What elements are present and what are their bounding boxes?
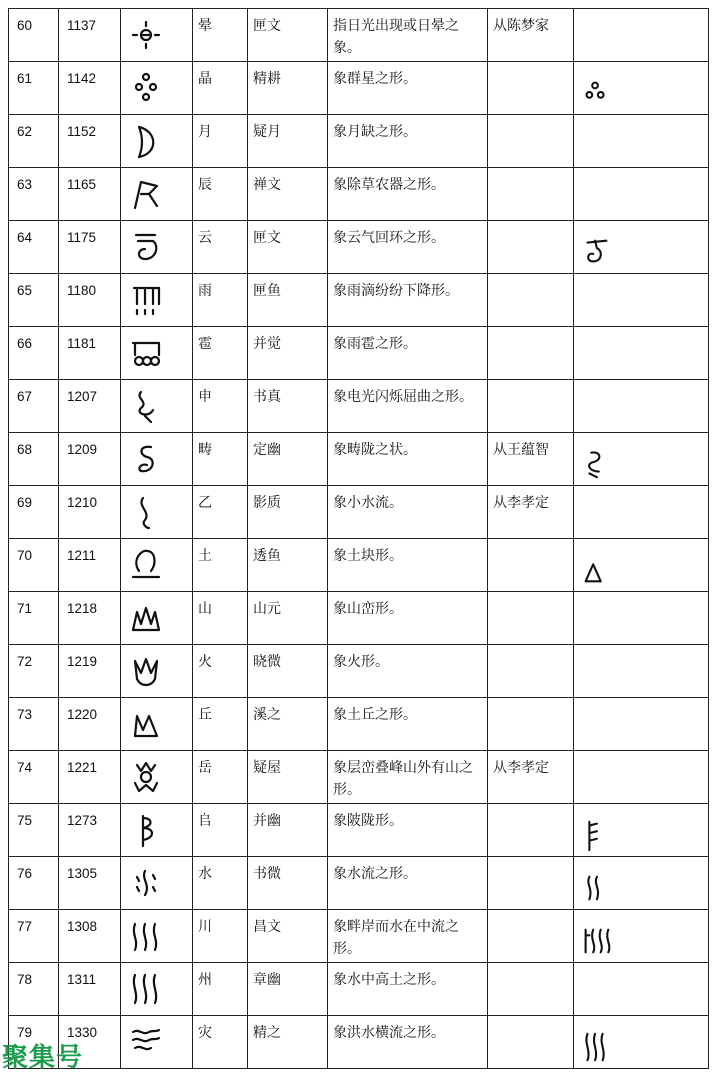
row-number: 62 bbox=[9, 115, 59, 168]
source-reference: 精之 bbox=[248, 1016, 328, 1069]
source-reference: 疑屋 bbox=[248, 751, 328, 804]
variant-glyph-cell bbox=[574, 62, 709, 115]
source-reference: 并觉 bbox=[248, 327, 328, 380]
spiral-alt-icon bbox=[580, 447, 612, 481]
oracle-glyph-cell bbox=[121, 380, 193, 433]
glyph-description: 象水中高土之形。 bbox=[328, 963, 488, 1016]
row-number: 66 bbox=[9, 327, 59, 380]
plow-icon bbox=[131, 176, 161, 212]
sun-halo-icon bbox=[131, 17, 161, 53]
attribution-note bbox=[488, 963, 574, 1016]
variant-glyph-cell bbox=[574, 804, 709, 857]
table-row bbox=[9, 380, 709, 433]
mountain-icon bbox=[131, 600, 161, 636]
table-row bbox=[9, 1016, 709, 1069]
oracle-glyph-cell bbox=[121, 486, 193, 539]
attribution-note bbox=[488, 804, 574, 857]
variant-glyph-cell bbox=[574, 380, 709, 433]
oracle-glyph-cell bbox=[121, 115, 193, 168]
variant-glyph-cell bbox=[574, 1016, 709, 1069]
glyph-description: 象层峦叠峰山外有山之形。 bbox=[328, 751, 488, 804]
glyph-description: 象火形。 bbox=[328, 645, 488, 698]
attribution-note: 从李孝定 bbox=[488, 486, 574, 539]
glyph-description: 指日光出现或日晕之象。 bbox=[328, 9, 488, 62]
source-reference: 疑月 bbox=[248, 115, 328, 168]
oracle-glyph-cell bbox=[121, 963, 193, 1016]
variant-glyph-cell bbox=[574, 592, 709, 645]
table-row bbox=[9, 221, 709, 274]
table-row bbox=[9, 62, 709, 115]
rain-icon bbox=[131, 282, 161, 318]
row-number: 68 bbox=[9, 433, 59, 486]
stars-small-icon bbox=[580, 76, 612, 110]
oracle-glyph-cell bbox=[121, 221, 193, 274]
flood-icon bbox=[131, 1024, 161, 1060]
modern-character: 山 bbox=[193, 592, 248, 645]
table-row bbox=[9, 592, 709, 645]
flood-alt-icon bbox=[580, 1030, 612, 1064]
table-row bbox=[9, 645, 709, 698]
lightning-icon bbox=[131, 388, 161, 424]
variant-glyph-cell bbox=[574, 327, 709, 380]
glyph-description: 象土块形。 bbox=[328, 539, 488, 592]
glyph-description: 象电光闪烁屈曲之形。 bbox=[328, 380, 488, 433]
source-reference: 晓微 bbox=[248, 645, 328, 698]
variant-glyph-cell bbox=[574, 645, 709, 698]
attribution-note: 从王蕴智 bbox=[488, 433, 574, 486]
attribution-note bbox=[488, 857, 574, 910]
modern-character: 雹 bbox=[193, 327, 248, 380]
fire-icon bbox=[131, 653, 161, 689]
glyph-description: 象雨雹之形。 bbox=[328, 327, 488, 380]
row-number: 65 bbox=[9, 274, 59, 327]
variant-glyph-cell bbox=[574, 9, 709, 62]
source-reference: 山元 bbox=[248, 592, 328, 645]
row-number: 75 bbox=[9, 804, 59, 857]
variant-glyph-cell bbox=[574, 115, 709, 168]
attribution-note bbox=[488, 1016, 574, 1069]
glyph-code: 1142 bbox=[59, 62, 121, 115]
modern-character: 晶 bbox=[193, 62, 248, 115]
glyph-description: 象除草农器之形。 bbox=[328, 168, 488, 221]
modern-character: 丘 bbox=[193, 698, 248, 751]
water-alt-icon bbox=[580, 871, 612, 905]
table-row bbox=[9, 698, 709, 751]
attribution-note: 从李孝定 bbox=[488, 751, 574, 804]
source-reference: 书微 bbox=[248, 857, 328, 910]
variant-glyph-cell bbox=[574, 751, 709, 804]
attribution-note bbox=[488, 274, 574, 327]
hail-icon bbox=[131, 335, 161, 371]
glyph-code: 1175 bbox=[59, 221, 121, 274]
glyph-code: 1165 bbox=[59, 168, 121, 221]
table-row bbox=[9, 751, 709, 804]
glyph-code: 1330 bbox=[59, 1016, 121, 1069]
glyph-code: 1210 bbox=[59, 486, 121, 539]
triangle-icon bbox=[580, 553, 612, 587]
modern-character: 土 bbox=[193, 539, 248, 592]
table-row bbox=[9, 168, 709, 221]
row-number: 70 bbox=[9, 539, 59, 592]
glyph-code: 1218 bbox=[59, 592, 121, 645]
row-number: 72 bbox=[9, 645, 59, 698]
watermark-logo: 聚集号 bbox=[2, 1043, 84, 1073]
variant-glyph-cell bbox=[574, 857, 709, 910]
oracle-glyph-cell bbox=[121, 645, 193, 698]
glyph-code: 1308 bbox=[59, 910, 121, 963]
source-reference: 精耕 bbox=[248, 62, 328, 115]
variant-glyph-cell bbox=[574, 433, 709, 486]
source-reference: 匣文 bbox=[248, 9, 328, 62]
attribution-note bbox=[488, 380, 574, 433]
attribution-note bbox=[488, 327, 574, 380]
variant-glyph-cell bbox=[574, 698, 709, 751]
source-reference: 书真 bbox=[248, 380, 328, 433]
variant-glyph-cell bbox=[574, 963, 709, 1016]
glyph-description: 象土丘之形。 bbox=[328, 698, 488, 751]
modern-character: 晕 bbox=[193, 9, 248, 62]
table-row bbox=[9, 910, 709, 963]
glyph-description: 象云气回环之形。 bbox=[328, 221, 488, 274]
glyph-description: 象畔岸而水在中流之形。 bbox=[328, 910, 488, 963]
glyph-code: 1221 bbox=[59, 751, 121, 804]
modern-character: 𠂤 bbox=[193, 804, 248, 857]
glyph-code: 1180 bbox=[59, 274, 121, 327]
hill-icon bbox=[131, 706, 161, 742]
attribution-note bbox=[488, 221, 574, 274]
islet-icon bbox=[131, 971, 161, 1007]
source-reference: 禅文 bbox=[248, 168, 328, 221]
glyph-code: 1137 bbox=[59, 9, 121, 62]
table-row bbox=[9, 539, 709, 592]
source-reference: 透鱼 bbox=[248, 539, 328, 592]
modern-character: 月 bbox=[193, 115, 248, 168]
glyph-code: 1311 bbox=[59, 963, 121, 1016]
glyph-code: 1152 bbox=[59, 115, 121, 168]
mound-alt-icon bbox=[580, 818, 612, 852]
glyph-description: 象月缺之形。 bbox=[328, 115, 488, 168]
modern-character: 岳 bbox=[193, 751, 248, 804]
oracle-glyph-cell bbox=[121, 592, 193, 645]
cloud-icon bbox=[131, 229, 161, 265]
oracle-glyph-cell bbox=[121, 751, 193, 804]
river-icon bbox=[131, 918, 161, 954]
oracle-glyph-cell bbox=[121, 804, 193, 857]
source-reference: 匣文 bbox=[248, 221, 328, 274]
source-reference: 定幽 bbox=[248, 433, 328, 486]
attribution-note bbox=[488, 698, 574, 751]
glyph-description: 象陂陇形。 bbox=[328, 804, 488, 857]
table-row bbox=[9, 327, 709, 380]
row-number: 78 bbox=[9, 963, 59, 1016]
modern-character: 云 bbox=[193, 221, 248, 274]
table-row bbox=[9, 804, 709, 857]
table-row bbox=[9, 433, 709, 486]
source-reference: 溪之 bbox=[248, 698, 328, 751]
glyph-description: 象小水流。 bbox=[328, 486, 488, 539]
row-number: 79 bbox=[9, 1016, 59, 1069]
water-icon bbox=[131, 865, 161, 901]
stream-icon bbox=[131, 494, 161, 530]
modern-character: 雨 bbox=[193, 274, 248, 327]
oracle-glyph-cell bbox=[121, 1016, 193, 1069]
row-number: 69 bbox=[9, 486, 59, 539]
oracle-glyph-cell bbox=[121, 433, 193, 486]
row-number: 74 bbox=[9, 751, 59, 804]
attribution-note bbox=[488, 62, 574, 115]
glyph-code: 1207 bbox=[59, 380, 121, 433]
row-number: 76 bbox=[9, 857, 59, 910]
table-row bbox=[9, 486, 709, 539]
modern-character: 州 bbox=[193, 963, 248, 1016]
modern-character: 川 bbox=[193, 910, 248, 963]
modern-character: 灾 bbox=[193, 1016, 248, 1069]
modern-character: 申 bbox=[193, 380, 248, 433]
table-row bbox=[9, 9, 709, 62]
glyph-description: 象雨滴纷纷下降形。 bbox=[328, 274, 488, 327]
attribution-note bbox=[488, 910, 574, 963]
table-row bbox=[9, 115, 709, 168]
table-row bbox=[9, 857, 709, 910]
glyph-description: 象畴陇之状。 bbox=[328, 433, 488, 486]
oracle-glyph-cell bbox=[121, 857, 193, 910]
variant-glyph-cell bbox=[574, 221, 709, 274]
row-number: 71 bbox=[9, 592, 59, 645]
variant-glyph-cell bbox=[574, 486, 709, 539]
source-reference: 章幽 bbox=[248, 963, 328, 1016]
earth-icon bbox=[131, 547, 161, 583]
oracle-glyph-cell bbox=[121, 698, 193, 751]
glyph-code: 1181 bbox=[59, 327, 121, 380]
modern-character: 水 bbox=[193, 857, 248, 910]
row-number: 61 bbox=[9, 62, 59, 115]
stars-icon bbox=[131, 70, 161, 106]
row-number: 67 bbox=[9, 380, 59, 433]
glyph-code: 1209 bbox=[59, 433, 121, 486]
table-row bbox=[9, 963, 709, 1016]
oracle-glyph-cell bbox=[121, 539, 193, 592]
glyph-code: 1211 bbox=[59, 539, 121, 592]
modern-character: 乙 bbox=[193, 486, 248, 539]
variant-glyph-cell bbox=[574, 539, 709, 592]
attribution-note bbox=[488, 168, 574, 221]
cloud-alt-icon bbox=[580, 235, 612, 269]
attribution-note bbox=[488, 115, 574, 168]
modern-character: 火 bbox=[193, 645, 248, 698]
oracle-glyph-cell bbox=[121, 168, 193, 221]
glyph-code: 1273 bbox=[59, 804, 121, 857]
modern-character: 畴 bbox=[193, 433, 248, 486]
variant-glyph-cell bbox=[574, 910, 709, 963]
modern-character: 辰 bbox=[193, 168, 248, 221]
variant-glyph-cell bbox=[574, 274, 709, 327]
table-row bbox=[9, 274, 709, 327]
source-reference: 并幽 bbox=[248, 804, 328, 857]
oracle-glyph-table bbox=[8, 8, 709, 1069]
row-number: 60 bbox=[9, 9, 59, 62]
row-number: 73 bbox=[9, 698, 59, 751]
moon-icon bbox=[131, 123, 161, 159]
attribution-note bbox=[488, 645, 574, 698]
glyph-description: 象群星之形。 bbox=[328, 62, 488, 115]
oracle-glyph-cell bbox=[121, 910, 193, 963]
glyph-code: 1219 bbox=[59, 645, 121, 698]
row-number: 77 bbox=[9, 910, 59, 963]
oracle-glyph-cell bbox=[121, 327, 193, 380]
row-number: 63 bbox=[9, 168, 59, 221]
attribution-note: 从陈梦家 bbox=[488, 9, 574, 62]
oracle-glyph-cell bbox=[121, 274, 193, 327]
attribution-note bbox=[488, 592, 574, 645]
peak-icon bbox=[131, 759, 161, 795]
oracle-glyph-cell bbox=[121, 9, 193, 62]
oracle-glyph-cell bbox=[121, 62, 193, 115]
river-alt-icon bbox=[580, 924, 612, 958]
source-reference: 昌文 bbox=[248, 910, 328, 963]
source-reference: 匣鱼 bbox=[248, 274, 328, 327]
spiral-icon bbox=[131, 441, 161, 477]
glyph-description: 象山峦形。 bbox=[328, 592, 488, 645]
row-number: 64 bbox=[9, 221, 59, 274]
glyph-description: 象洪水横流之形。 bbox=[328, 1016, 488, 1069]
glyph-code: 1220 bbox=[59, 698, 121, 751]
glyph-description: 象水流之形。 bbox=[328, 857, 488, 910]
attribution-note bbox=[488, 539, 574, 592]
glyph-code: 1305 bbox=[59, 857, 121, 910]
source-reference: 影质 bbox=[248, 486, 328, 539]
variant-glyph-cell bbox=[574, 168, 709, 221]
mound-icon bbox=[131, 812, 161, 848]
